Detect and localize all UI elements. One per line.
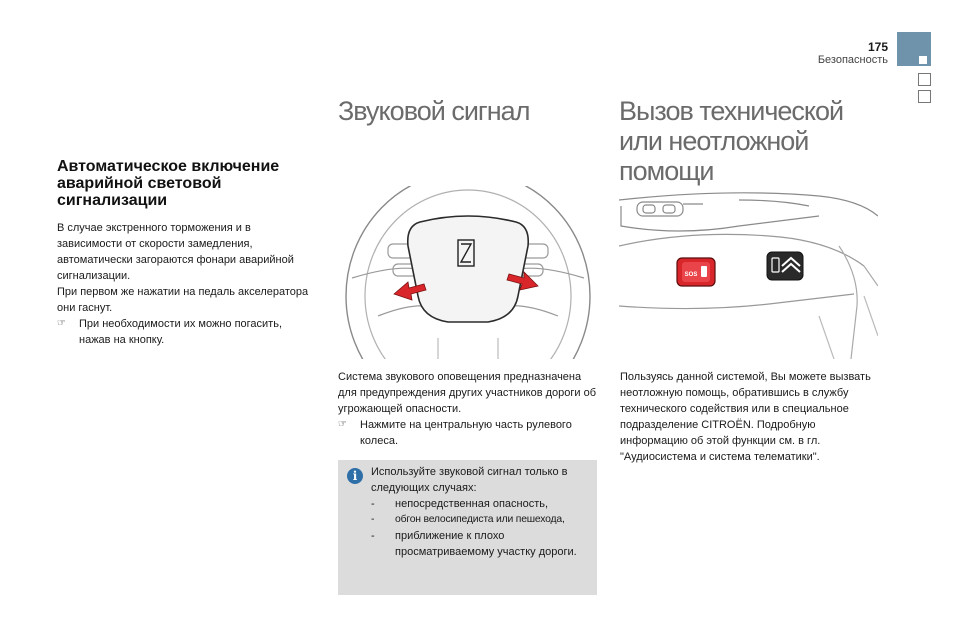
chapter-tab-active[interactable] xyxy=(897,32,931,66)
horn-text xyxy=(338,369,600,449)
info-content xyxy=(371,464,593,560)
page-number: 175 xyxy=(867,40,888,54)
hazard-bullet xyxy=(57,316,312,348)
sos-label: SOS xyxy=(684,272,698,278)
hazard-bullet-text: При необходимости их можно погасить, нажав на кнопку. xyxy=(79,318,283,346)
tab-square-icon xyxy=(919,56,927,64)
hazard-paragraph-2: При первом же нажатии на педаль акселератора они гаснут. xyxy=(57,286,309,314)
steering-wheel-illustration xyxy=(338,186,597,359)
info-list-item: - непосредственная опасность, xyxy=(371,498,549,510)
chapter-tab[interactable] xyxy=(918,90,931,103)
sos-panel-illustration xyxy=(619,186,878,359)
info-box xyxy=(338,460,597,595)
info-list-item: - обгон велосипедиста или пешехода, xyxy=(371,514,565,525)
info-list-item: - приближение к плохо просматриваемому участку дороги. xyxy=(371,530,577,558)
section-name: Безопасность xyxy=(817,54,888,66)
hazard-paragraph-1: В случае экстренного торможения и в зависимости от скорости замедления, автоматически загораются фонари аварийной сигнализации. xyxy=(57,222,294,282)
hazard-section-title: Автоматическое включение аварийной световой сигнализации xyxy=(57,158,280,209)
pointing-hand-icon: ☞ xyxy=(57,318,66,329)
horn-bullet xyxy=(338,417,600,449)
assistance-button[interactable] xyxy=(767,252,803,280)
horn-bullet-text: Нажмите на центральную часть рулевого колеса. xyxy=(360,419,572,447)
horn-section-title: Звуковой сигнал xyxy=(338,96,530,126)
info-intro: Используйте звуковой сигнал только в следующих случаях: xyxy=(371,466,568,494)
hazard-text xyxy=(57,220,312,348)
pointing-hand-icon: ☞ xyxy=(338,419,347,430)
horn-pad xyxy=(408,216,529,322)
emergency-paragraph: Пользуясь данной системой, Вы можете вызвать неотложную помощь, обратившись в службу технического содействия или в специальное подразделение CITROËN. Подробную информацию об этой функции см. в гл. "Аудиосистема и система телематики". xyxy=(620,371,871,463)
chapter-tab[interactable] xyxy=(918,73,931,86)
emergency-section-title: Вызов технической или неотложной помощи xyxy=(619,96,844,186)
info-icon xyxy=(347,468,363,484)
horn-paragraph: Система звукового оповещения предназначена для предупреждения других участников дороги об угрожающей опасности. xyxy=(338,371,597,415)
sos-button-indicator xyxy=(701,266,707,277)
